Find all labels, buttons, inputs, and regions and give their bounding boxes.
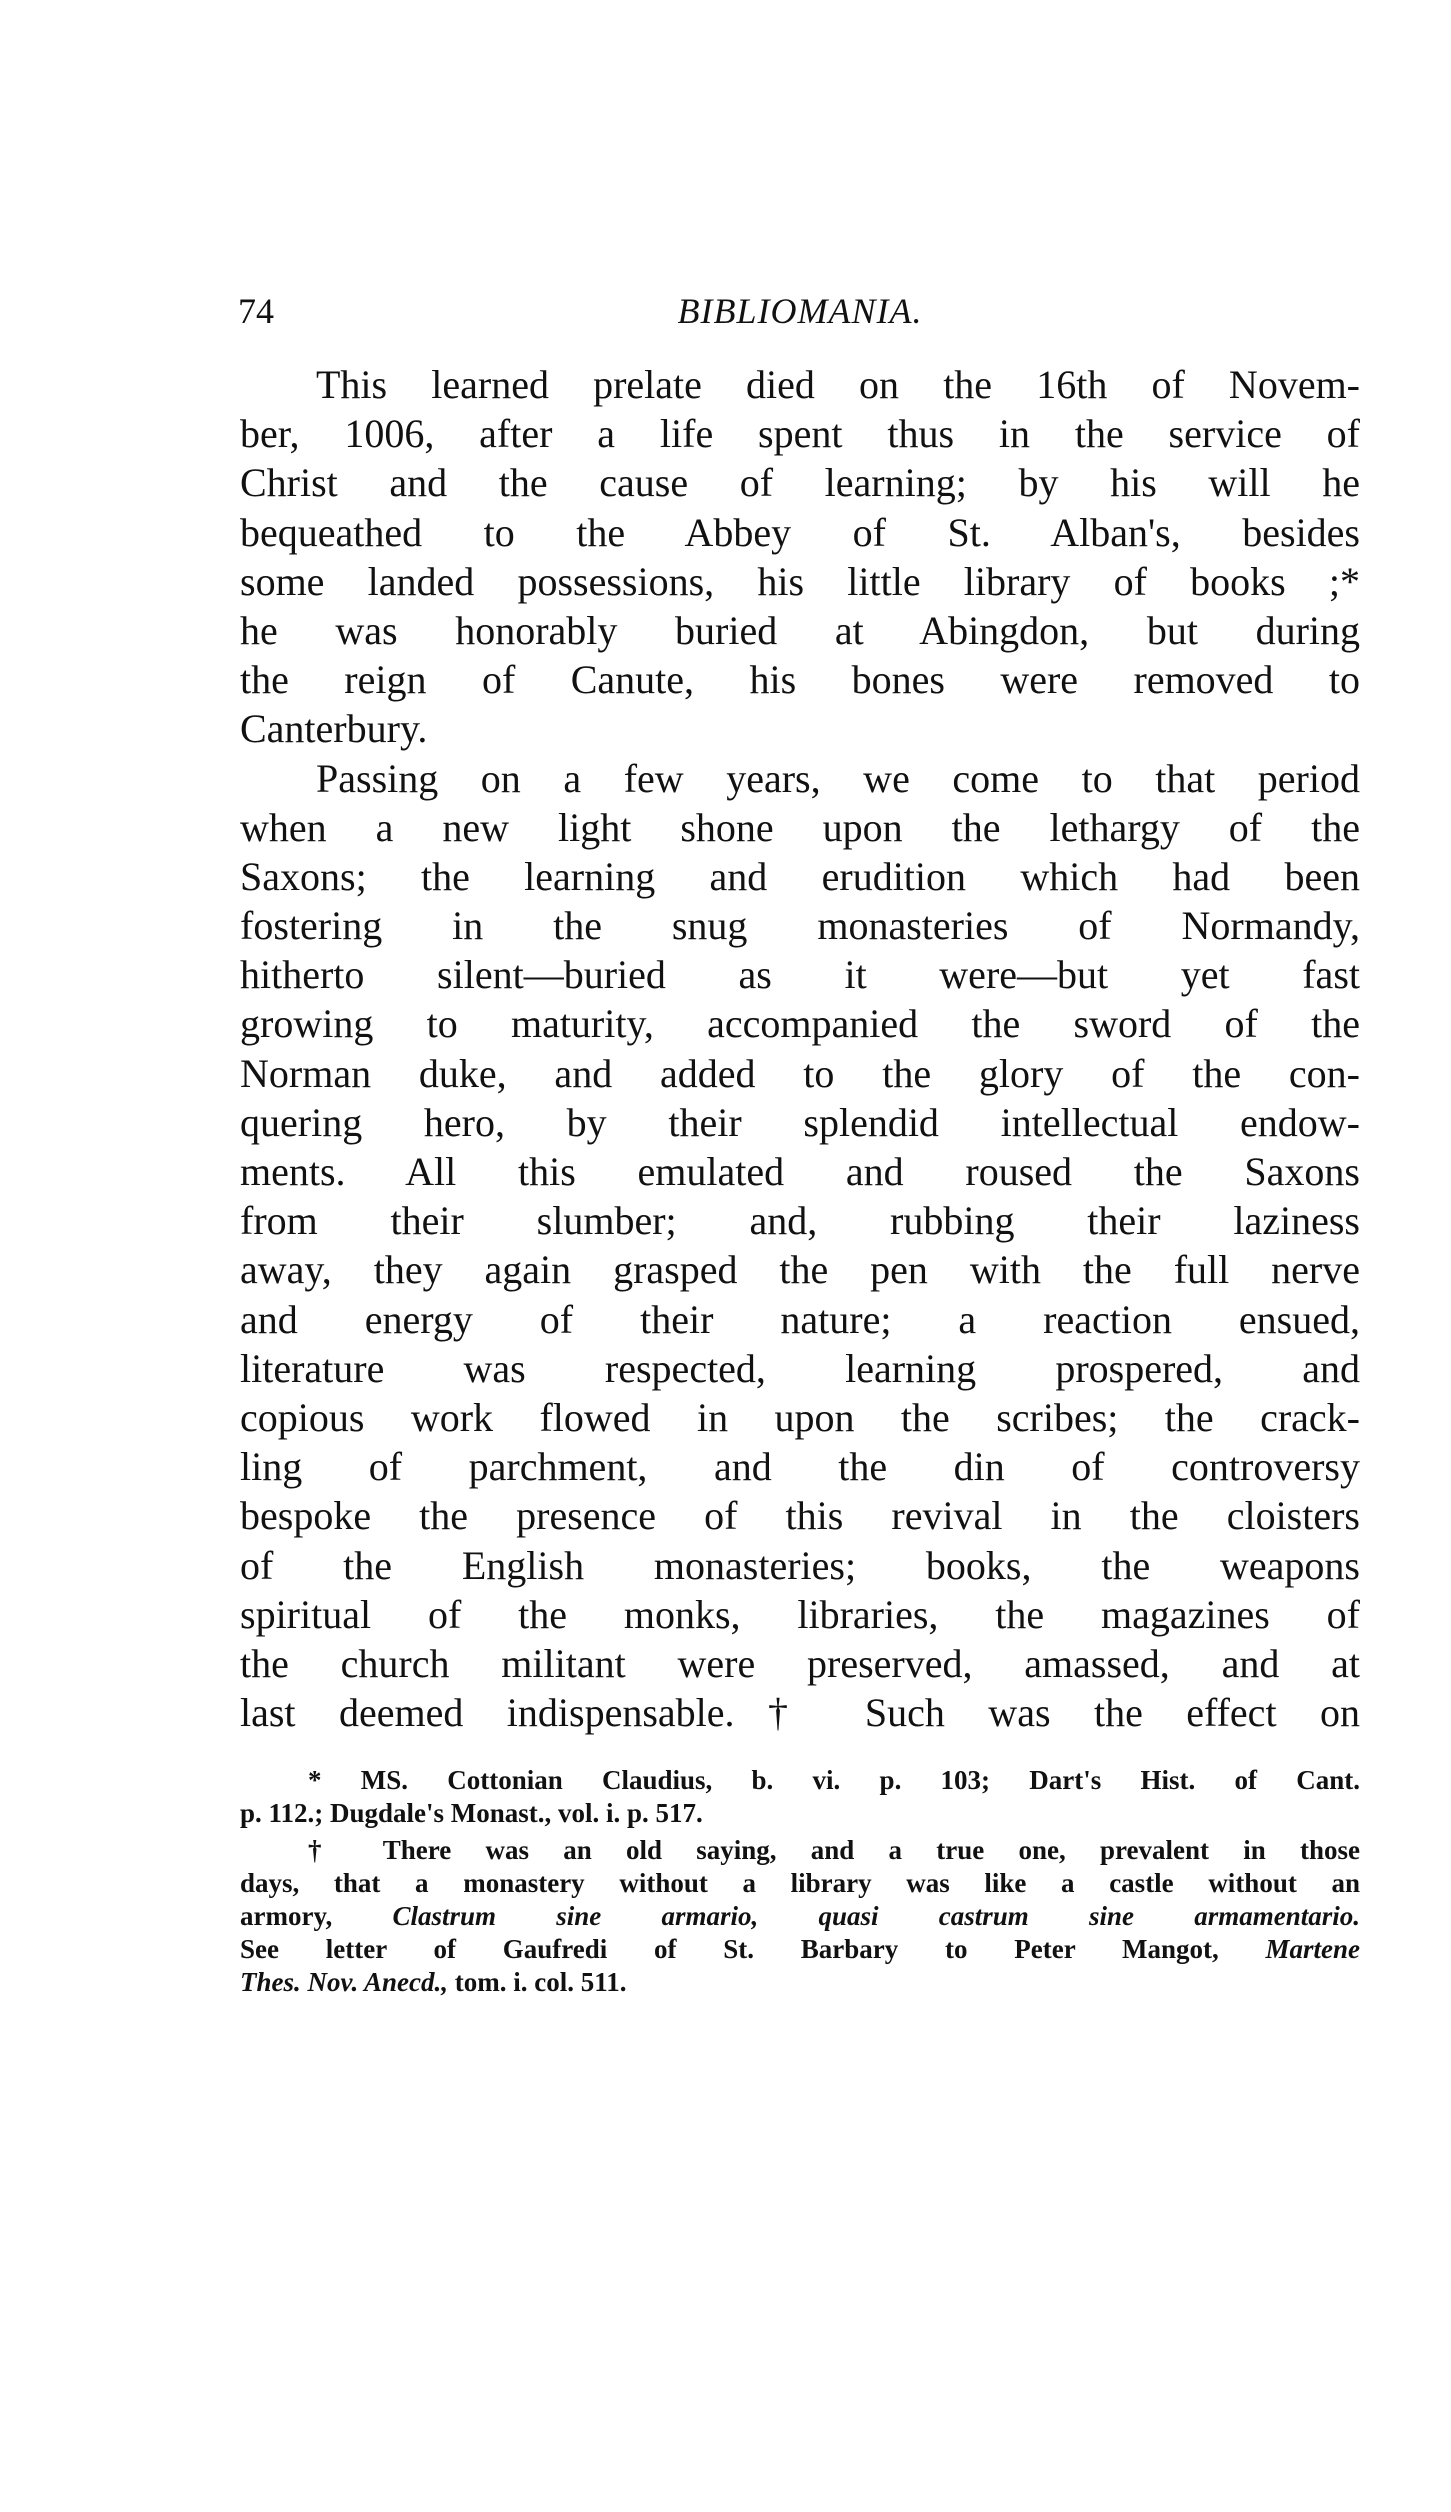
text-line: Christ and the cause of learning; by his will he — [240, 460, 1360, 506]
footnote-text: armory, — [240, 1901, 393, 1931]
footnote-line: p. 112.; Dugdale's Monast., vol. i. p. 517. — [240, 1798, 703, 1828]
footnote-line: days, that a monastery without a library was like a castle without an — [240, 1868, 1360, 1898]
text-line: ling of parchment, and the din of controversy — [240, 1444, 1360, 1490]
text-line: copious work flowed in upon the scribes; the crack- — [240, 1394, 1360, 1440]
paragraph — [240, 754, 1360, 1738]
text-line: when a new light shone upon the lethargy of the — [240, 804, 1360, 850]
latin-quote: Clastrum sine armario, quasi castrum sine armamentario. — [392, 1901, 1360, 1931]
text-line: quering hero, by their splendid intellectual endow- — [240, 1099, 1360, 1145]
text-line: bequeathed to the Abbey of St. Alban's, besides — [240, 509, 1360, 555]
body-text — [240, 360, 1360, 1737]
text-line: and energy of their nature; a reaction ensued, — [240, 1296, 1360, 1342]
paragraph — [240, 360, 1360, 754]
text-line: of the English monasteries; books, the weapons — [240, 1542, 1360, 1588]
text-line: away, they again grasped the pen with the full nerve — [240, 1247, 1360, 1293]
text-line: the church militant were preserved, amassed, and at — [240, 1640, 1360, 1686]
running-header — [238, 290, 1362, 340]
text-line: some landed possessions, his little library of books ;* — [240, 558, 1360, 604]
text-line: literature was respected, learning prospered, and — [240, 1345, 1360, 1391]
text-line: Passing on a few years, we come to that period — [316, 755, 1360, 801]
text-line: from their slumber; and, rubbing their laziness — [240, 1198, 1360, 1244]
text-line: spiritual of the monks, libraries, the magazines of — [240, 1591, 1360, 1637]
text-line: ments. All this emulated and roused the Saxons — [240, 1149, 1360, 1194]
text-line: Norman duke, and added to the glory of the con- — [240, 1050, 1360, 1096]
text-line: last deemed indispensable.† Such was the effect on — [240, 1690, 1360, 1736]
footnote-asterisk — [240, 1764, 1360, 1830]
text-line: ber, 1006, after a life spent thus in the service of — [240, 411, 1360, 457]
text-line: fostering in the snug monasteries of Normandy, — [240, 903, 1360, 949]
text-line: growing to maturity, accompanied the sword of the — [240, 1001, 1360, 1047]
text-line: hitherto silent—buried as it were—but yet fast — [240, 952, 1360, 998]
footnote-line: † There was an old saying, and a true one, prevalent in those — [308, 1835, 1360, 1865]
citation-title: Martene — [1265, 1934, 1360, 1964]
text-line: the reign of Canute, his bones were removed to — [240, 657, 1360, 703]
page-number: 74 — [238, 291, 274, 331]
footnote-dagger — [240, 1834, 1360, 1999]
running-title: BIBLIOMANIA. — [677, 291, 923, 331]
footnote-line — [240, 1900, 1360, 1933]
text-line: Saxons; the learning and erudition which had been — [240, 853, 1360, 899]
text-line: This learned prelate died on the 16th of Novem- — [316, 362, 1360, 407]
footnote-line — [240, 1933, 1360, 1966]
footnote-line: * MS. Cottonian Claudius, b. vi. p. 103; Dart's Hist. of Cant. — [308, 1765, 1360, 1795]
footnote-text: tom. i. col. 511. — [447, 1967, 627, 1997]
footnote-text: See letter of Gaufredi of St. Barbary to Peter Mangot, — [240, 1934, 1266, 1964]
footnotes — [240, 1764, 1360, 2003]
text-line: Canterbury. — [240, 706, 428, 752]
citation-title: Thes. Nov. Anecd., — [240, 1967, 448, 1997]
text-line: he was honorably buried at Abingdon, but during — [240, 607, 1360, 653]
footnote-line — [240, 1966, 1360, 1999]
text-line: bespoke the presence of this revival in the cloisters — [240, 1493, 1360, 1539]
